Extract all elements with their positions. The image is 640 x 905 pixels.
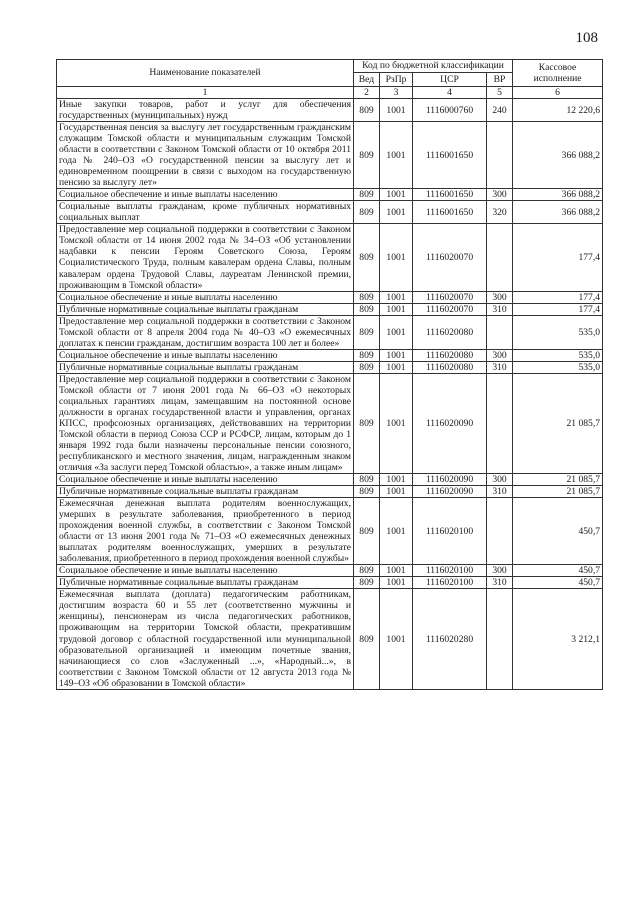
row-amount: 177,4 xyxy=(513,291,603,303)
row-csr: 1116020070 xyxy=(413,303,487,315)
row-csr: 1116020100 xyxy=(413,577,487,589)
row-name: Публичные нормативные социальные выплаты гражданам xyxy=(57,486,354,498)
row-amount: 450,7 xyxy=(513,577,603,589)
column-number: 2 xyxy=(354,87,380,99)
row-name: Социальное обеспечение и иные выплаты населению xyxy=(57,189,354,201)
row-vr: 310 xyxy=(487,577,513,589)
row-name: Публичные нормативные социальные выплаты гражданам xyxy=(57,303,354,315)
column-number: 4 xyxy=(413,87,487,99)
row-name: Государственная пенсия за выслугу лет государственным гражданским служащим Томской области и муниципальным служащим Томской области в соответствии с Законом Томской области от 10 октября 2011 года № 240–ОЗ «О государственной пенсии за выслугу лет и единовременном поощрении в связи с выходом на государственную пенсию за выслугу лет» xyxy=(57,122,354,189)
row-rzpr: 1001 xyxy=(380,224,413,291)
row-vr: 300 xyxy=(487,474,513,486)
page-number: 108 xyxy=(575,30,598,46)
table-row xyxy=(57,361,603,373)
row-rzpr: 1001 xyxy=(380,577,413,589)
table-row xyxy=(57,498,603,565)
row-rzpr: 1001 xyxy=(380,315,413,349)
row-vr xyxy=(487,589,513,689)
row-rzpr: 1001 xyxy=(380,474,413,486)
row-rzpr: 1001 xyxy=(380,99,413,122)
row-csr: 1116020080 xyxy=(413,315,487,349)
row-rzpr: 1001 xyxy=(380,189,413,201)
row-csr: 1116020090 xyxy=(413,373,487,473)
header-execution: Кассовое исполнение xyxy=(513,60,603,87)
row-csr: 1116020090 xyxy=(413,474,487,486)
row-csr: 1116020080 xyxy=(413,361,487,373)
column-number-row xyxy=(57,87,603,99)
row-vr: 310 xyxy=(487,361,513,373)
row-vr xyxy=(487,373,513,473)
row-amount: 535,0 xyxy=(513,361,603,373)
row-ved: 809 xyxy=(354,373,380,473)
row-vr xyxy=(487,498,513,565)
row-ved: 809 xyxy=(354,565,380,577)
row-rzpr: 1001 xyxy=(380,201,413,224)
row-rzpr: 1001 xyxy=(380,565,413,577)
row-csr: 1116020100 xyxy=(413,565,487,577)
row-name: Ежемесячная денежная выплата родителям военнослужащих, умерших в результате заболевания, приобретенного в период прохождения военной службы, в соответствии с Законом Томской области от 13 июня 2001 года № 71–ОЗ «О ежемесячных денежных выплатах родителям военнослужащих, умерших в результате заболевания, приобретенного в период прохождения военной службы» xyxy=(57,498,354,565)
table-row xyxy=(57,373,603,473)
row-rzpr: 1001 xyxy=(380,498,413,565)
column-number: 6 xyxy=(513,87,603,99)
row-csr: 1116001650 xyxy=(413,122,487,189)
row-csr: 1116020080 xyxy=(413,349,487,361)
header-classification: Код по бюджетной классификации xyxy=(354,60,513,73)
row-name: Предоставление мер социальной поддержки в соответствии с Законом Томской области от 14 июня 2002 года № 34–ОЗ «Об установлении надбавки к пенсии Героям Советского Союза, Героям Социалистического Труда, полным кавалерам ордена Славы, полным кавалерам ордена Трудовой Славы, лауреатам Ленинской премии, проживающим в Томской области» xyxy=(57,224,354,291)
row-amount: 177,4 xyxy=(513,303,603,315)
row-name: Иные закупки товаров, работ и услуг для обеспечения государственных (муниципальных) нужд xyxy=(57,99,354,122)
row-csr: 1116020070 xyxy=(413,224,487,291)
row-rzpr: 1001 xyxy=(380,486,413,498)
row-amount: 12 220,6 xyxy=(513,99,603,122)
table-row xyxy=(57,349,603,361)
row-ved: 809 xyxy=(354,315,380,349)
header-name: Наименование показателей xyxy=(57,60,354,87)
row-rzpr: 1001 xyxy=(380,361,413,373)
table-row xyxy=(57,474,603,486)
row-name: Социальное обеспечение и иные выплаты населению xyxy=(57,291,354,303)
row-amount: 366 088,2 xyxy=(513,201,603,224)
row-name: Социальное обеспечение и иные выплаты населению xyxy=(57,565,354,577)
row-name: Публичные нормативные социальные выплаты гражданам xyxy=(57,577,354,589)
row-ved: 809 xyxy=(354,474,380,486)
table-row xyxy=(57,303,603,315)
row-amount: 21 085,7 xyxy=(513,474,603,486)
row-ved: 809 xyxy=(354,577,380,589)
row-amount: 535,0 xyxy=(513,349,603,361)
budget-execution-table xyxy=(56,59,603,690)
row-amount: 535,0 xyxy=(513,315,603,349)
row-ved: 809 xyxy=(354,486,380,498)
row-amount: 366 088,2 xyxy=(513,122,603,189)
row-rzpr: 1001 xyxy=(380,373,413,473)
row-ved: 809 xyxy=(354,224,380,291)
table-row xyxy=(57,486,603,498)
row-ved: 809 xyxy=(354,122,380,189)
row-csr: 1116020070 xyxy=(413,291,487,303)
table-row xyxy=(57,189,603,201)
row-csr: 1116001650 xyxy=(413,201,487,224)
row-ved: 809 xyxy=(354,99,380,122)
row-amount: 450,7 xyxy=(513,565,603,577)
row-amount: 450,7 xyxy=(513,498,603,565)
row-vr: 310 xyxy=(487,303,513,315)
header-ved: Вед xyxy=(354,73,380,87)
table-row xyxy=(57,565,603,577)
row-csr: 1116000760 xyxy=(413,99,487,122)
table-body xyxy=(57,87,603,690)
row-vr: 240 xyxy=(487,99,513,122)
row-ved: 809 xyxy=(354,201,380,224)
row-vr: 300 xyxy=(487,189,513,201)
table-row xyxy=(57,589,603,689)
row-amount: 177,4 xyxy=(513,224,603,291)
row-rzpr: 1001 xyxy=(380,291,413,303)
row-ved: 809 xyxy=(354,303,380,315)
row-rzpr: 1001 xyxy=(380,349,413,361)
row-ved: 809 xyxy=(354,189,380,201)
row-vr: 300 xyxy=(487,349,513,361)
row-amount: 3 212,1 xyxy=(513,589,603,689)
row-vr: 300 xyxy=(487,565,513,577)
row-name: Предоставление мер социальной поддержки в соответствии с Законом Томской области от 7 июня 2001 года № 66–ОЗ «О некоторых социальных гарантиях лицам, замещавшим на постоянной основе должности в органах государственной власти и управления, органах КПСС, профсоюзных организациях, действовавших на территории Томской области в период Союза ССР и РСФСР, лицам, которым до 1 января 1992 года были назначены персональные пенсии союзного, республиканского и местного значения, лицам, награжденным знаком отличия «За заслуги перед Томской областью», а также иным лицам» xyxy=(57,373,354,473)
row-amount: 21 085,7 xyxy=(513,486,603,498)
column-number: 3 xyxy=(380,87,413,99)
table-row xyxy=(57,315,603,349)
row-name: Публичные нормативные социальные выплаты гражданам xyxy=(57,361,354,373)
table-row xyxy=(57,122,603,189)
row-csr: 1116020090 xyxy=(413,486,487,498)
header-rzpr: РзПр xyxy=(380,73,413,87)
row-vr: 300 xyxy=(487,291,513,303)
row-rzpr: 1001 xyxy=(380,303,413,315)
row-ved: 809 xyxy=(354,349,380,361)
row-csr: 1116020280 xyxy=(413,589,487,689)
row-vr: 310 xyxy=(487,486,513,498)
row-csr: 1116001650 xyxy=(413,189,487,201)
row-ved: 809 xyxy=(354,498,380,565)
table-row xyxy=(57,201,603,224)
row-rzpr: 1001 xyxy=(380,589,413,689)
row-vr xyxy=(487,122,513,189)
row-ved: 809 xyxy=(354,291,380,303)
row-rzpr: 1001 xyxy=(380,122,413,189)
row-ved: 809 xyxy=(354,361,380,373)
column-number: 1 xyxy=(57,87,354,99)
table-row xyxy=(57,99,603,122)
header-csr: ЦСР xyxy=(413,73,487,87)
table-row xyxy=(57,224,603,291)
row-name: Социальные выплаты гражданам, кроме публичных нормативных социальных выплат xyxy=(57,201,354,224)
header-vr: ВР xyxy=(487,73,513,87)
row-csr: 1116020100 xyxy=(413,498,487,565)
row-name: Ежемесячная выплата (доплата) педагогическим работникам, достигшим возраста 60 и 55 лет (соответственно мужчины и женщины), пенсионерам из числа педагогических работников, проживающим на территории Томской области, прекратившим трудовой договор с областной государственной или муниципальной образовательной организацией и имеющим почетные звания, начинающиеся со слов «Заслуженный ...», «Народный...», в соответствии с Законом Томской области от 12 августа 2013 года № 149–ОЗ «Об образовании в Томской области» xyxy=(57,589,354,689)
row-vr xyxy=(487,224,513,291)
row-ved: 809 xyxy=(354,589,380,689)
table-row xyxy=(57,577,603,589)
row-vr: 320 xyxy=(487,201,513,224)
row-name: Социальное обеспечение и иные выплаты населению xyxy=(57,474,354,486)
table-row xyxy=(57,291,603,303)
row-amount: 366 088,2 xyxy=(513,189,603,201)
column-number: 5 xyxy=(487,87,513,99)
row-name: Социальное обеспечение и иные выплаты населению xyxy=(57,349,354,361)
row-amount: 21 085,7 xyxy=(513,373,603,473)
row-name: Предоставление мер социальной поддержки в соответствии с Законом Томской области от 8 апреля 2004 года № 40–ОЗ «О ежемесячных доплатах к пенсии гражданам, достигшим возраста 100 лет и более» xyxy=(57,315,354,349)
row-vr xyxy=(487,315,513,349)
